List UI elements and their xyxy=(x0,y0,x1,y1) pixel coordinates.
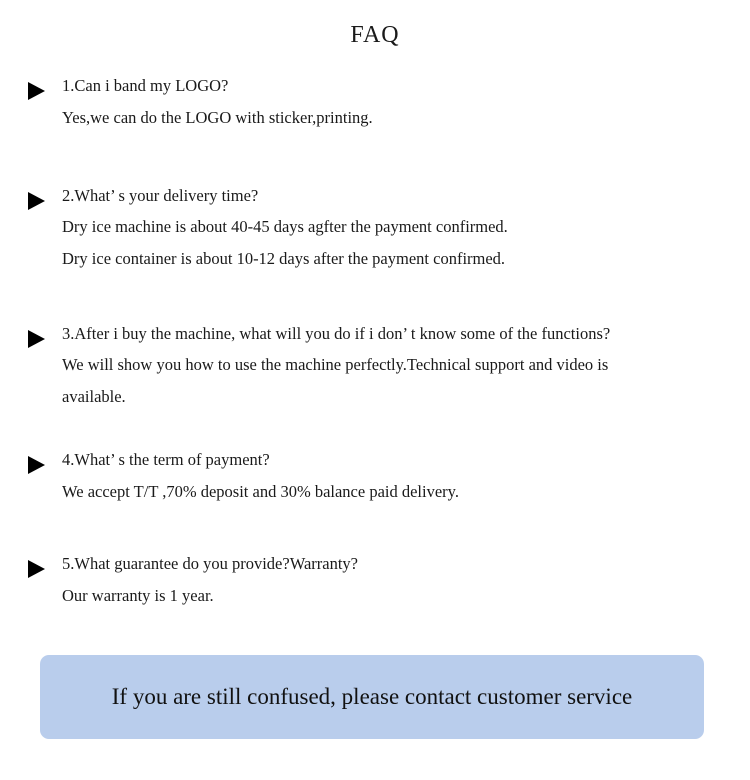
contact-banner xyxy=(40,655,704,739)
faq-answer-5-line-1: Our warranty is 1 year. xyxy=(62,586,214,605)
faq-answer-3-line-1: We will show you how to use the machine perfectly.Technical support and video is xyxy=(62,355,609,374)
faq-answer-2-line-1: Dry ice machine is about 40-45 days agfter the payment confirmed. xyxy=(62,217,508,236)
faq-answer-3-line-2: available. xyxy=(62,387,126,406)
triangle-right-icon xyxy=(28,560,45,578)
faq-answer-2-line-2: Dry ice container is about 10-12 days after the payment confirmed. xyxy=(62,249,506,268)
triangle-right-icon xyxy=(28,82,45,100)
contact-banner-text: If you are still confused, please contact customer service xyxy=(111,684,633,709)
faq-question-4: 4.What’ s the term of payment? xyxy=(62,450,270,469)
faq-question-3: 3.After i buy the machine, what will you do if i don’ t know some of the functions? xyxy=(62,324,611,343)
faq-answer-4-line-1: We accept T/T ,70% deposit and 30% balance paid delivery. xyxy=(62,482,459,501)
triangle-right-icon xyxy=(28,456,45,474)
faq-answer-1-line-1: Yes,we can do the LOGO with sticker,printing. xyxy=(62,108,373,127)
faq-question-1: 1.Can i band my LOGO? xyxy=(62,76,229,95)
triangle-right-icon xyxy=(28,330,45,348)
faq-question-5: 5.What guarantee do you provide?Warranty? xyxy=(62,554,359,573)
triangle-right-icon xyxy=(28,192,45,210)
page-title: FAQ xyxy=(350,22,400,48)
faq-question-2: 2.What’ s your delivery time? xyxy=(62,186,259,205)
